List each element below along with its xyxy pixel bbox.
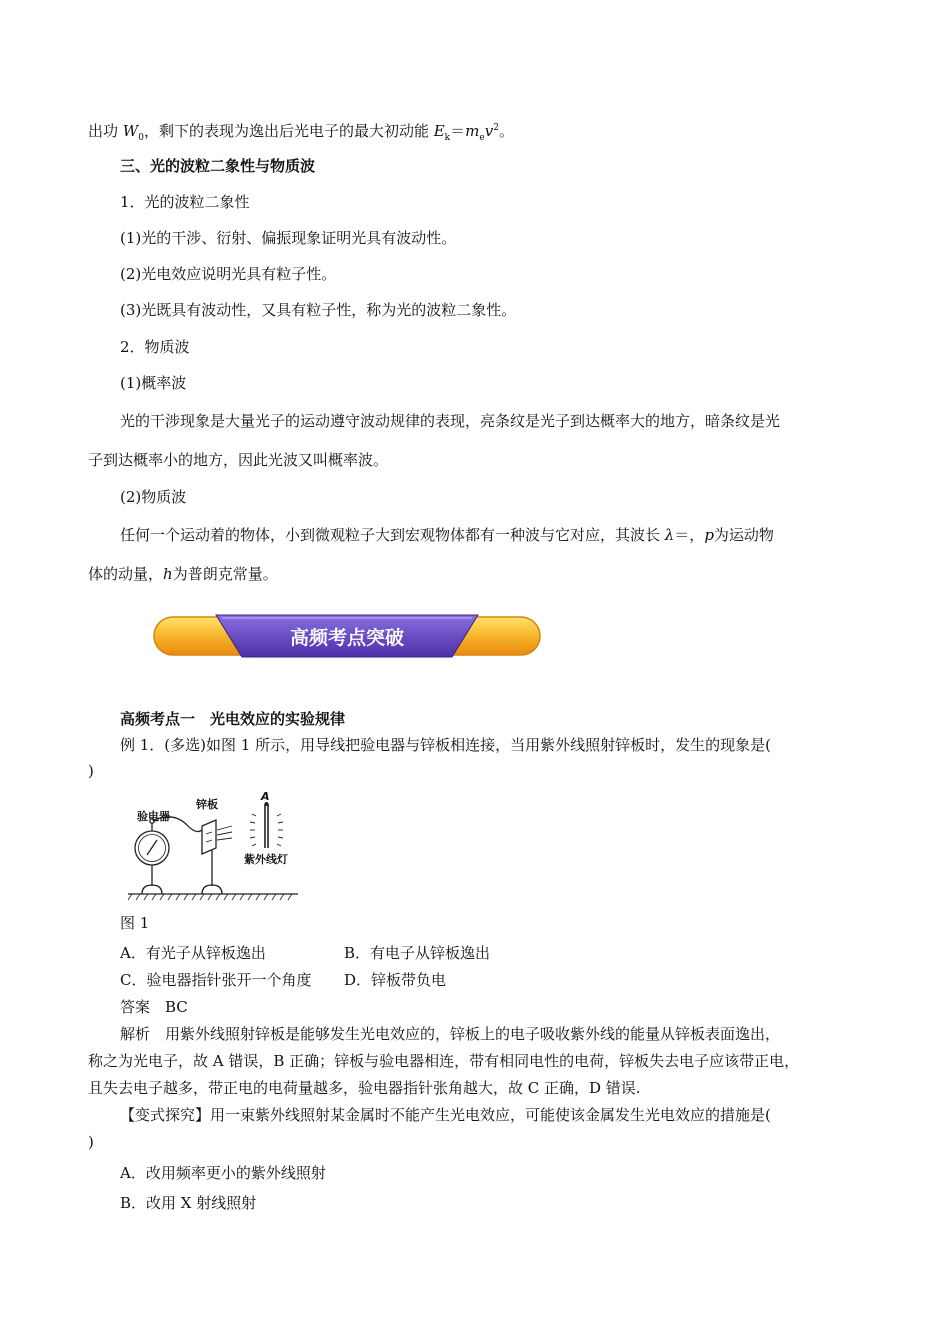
option-c: C．验电器指针张开一个角度 bbox=[120, 971, 312, 989]
variant-question: 【变式探究】用一束紫外线照射某金属时不能产生光电效应，可能使该金属发生光电效应的措施是( bbox=[120, 1106, 771, 1124]
subsection-title: 1．光的波粒二象性 bbox=[120, 193, 250, 211]
key-point-heading: 高频考点一 光电效应的实验规律 bbox=[120, 710, 346, 728]
subsection-title: 2．物质波 bbox=[120, 338, 190, 356]
paragraph-line: 光的干涉现象是大量光子的运动遵守波动规律的表现，亮条纹是光子到达概率大的地方，暗条纹是光 bbox=[120, 412, 781, 430]
analysis-line: 称之为光电子，故 A 错误，B 正确；锌板与验电器相连，带有相同电性的电荷，锌板失去电子应该带正电， bbox=[88, 1052, 800, 1070]
list-item: (2)光电效应说明光具有粒子性。 bbox=[120, 265, 337, 283]
list-item: (2)物质波 bbox=[120, 488, 187, 506]
paragraph-line: 任何一个运动着的物体，小到微观粒子大到宏观物体都有一种波与它对应，其波长 λ＝，p为运动物 bbox=[120, 526, 774, 544]
option-b: B．有电子从锌板逸出 bbox=[344, 944, 491, 962]
list-item: (1)概率波 bbox=[120, 374, 187, 392]
variant-question-cont: ) bbox=[88, 1133, 94, 1151]
option-a: A．有光子从锌板逸出 bbox=[120, 944, 266, 962]
paragraph-line: 体的动量，h为普朗克常量。 bbox=[88, 565, 278, 583]
list-item: (1)光的干涉、衍射、偏振现象证明光具有波动性。 bbox=[120, 229, 457, 247]
uv-lamp-label: 紫外线灯 bbox=[244, 853, 288, 866]
example-question-cont: ) bbox=[88, 762, 94, 780]
variant-option-b: B．改用 X 射线照射 bbox=[120, 1194, 257, 1212]
figure-caption: 图 1 bbox=[120, 914, 150, 932]
option-d: D．锌板带负电 bbox=[344, 971, 447, 989]
example-question: 例 1．(多选)如图 1 所示，用导线把验电器与锌板相连接，当用紫外线照射锌板时，发生的现象是( bbox=[120, 736, 771, 754]
paragraph-photoelectric-energy: 出功 $W_0$，剩下的表现为逸出后光电子的最大初动能 $E_k=m_ev^2$。 bbox=[88, 122, 514, 143]
electroscope-label: 验电器 bbox=[137, 810, 170, 823]
variant-option-a: A．改用频率更小的紫外线照射 bbox=[120, 1164, 326, 1182]
section-heading: 三、光的波粒二象性与物质波 bbox=[120, 157, 316, 175]
answer: 答案 BC bbox=[120, 998, 188, 1016]
list-item: (3)光既具有波动性，又具有粒子性，称为光的波粒二象性。 bbox=[120, 301, 517, 319]
paragraph-line: 子到达概率小的地方，因此光波又叫概率波。 bbox=[88, 451, 389, 469]
point-a-label: A bbox=[261, 790, 270, 803]
analysis-line: 解析 用紫外线照射锌板是能够发生光电效应的，锌板上的电子吸收紫外线的能量从锌板表面逸出， bbox=[120, 1025, 781, 1043]
zinc-plate-label: 锌板 bbox=[196, 798, 218, 811]
banner-title: 高频考点突破 bbox=[289, 627, 405, 649]
analysis-line: 且失去电子越多，带正电的电荷量越多，验电器指针张角越大，故 C 正确，D 错误. bbox=[88, 1079, 641, 1097]
section-banner bbox=[152, 612, 542, 660]
